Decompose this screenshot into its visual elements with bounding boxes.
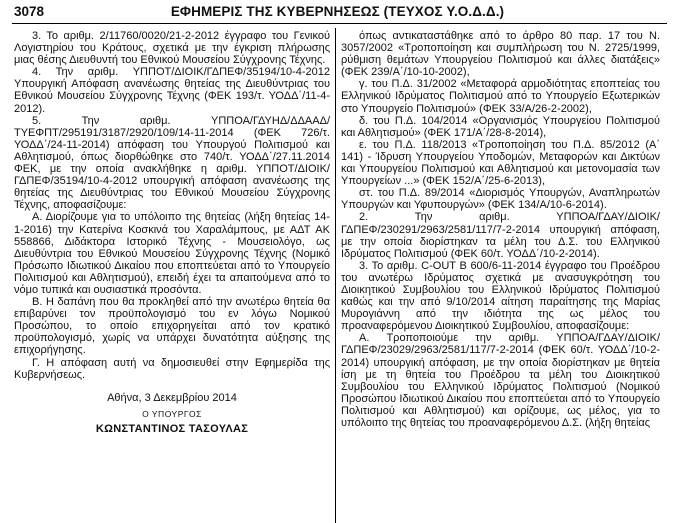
signature-name: ΚΩΝΣΤΑΝΤΙΝΟΣ ΤΑΣΟΥΛΑΣ	[95, 422, 249, 435]
reference-st: στ. του Π.Δ. 89/2014 «Διορισμός Υπουργών, Αναπληρωτών Υπουργών και Υφυπουργών» (ΦΕΚ 134/Α/10-6-2014).	[341, 187, 660, 212]
right-column	[341, 30, 660, 429]
signature-role: Ο ΥΠΟΥΡΓΟΣ	[142, 408, 202, 419]
continued-reference: όπως αντικαταστάθηκε από το άρθρο 80 παρ. 17 του Ν. 3057/2002 «Τροποποίηση και συμπλήρωση του Ν. 2725/1999, ρύθμιση θεμάτων Υπουργείου Πολιτισμού και άλλες διατάξεις» (ΦΕΚ 239/Α΄/10-10-2002),	[341, 30, 660, 79]
page-number: 3078	[14, 4, 45, 19]
left-column	[14, 30, 330, 435]
paragraph-2-board-decision: 2. Την αριθμ. ΥΠΠΟΑ/ΓΔΑΥ/ΔΙΟΙΚ/ΓΔΠΕΦ/230291/2963/2581/117/7-2-2014 υπουργική απόφαση, με την οποία διορίστηκαν τα μέλη του Δ.Σ. του Ελληνικού Ιδρύματος Πολιτισμού (ΦΕΚ 60/τ. ΥΟΔΔ΄/10-2-2014).	[341, 211, 660, 260]
reference-epsilon: ε. του Π.Δ. 118/2013 «Τροποποίηση του Π.Δ. 85/2012 (Α΄ 141) - Ίδρυση Υπουργείου Υποδομών, Μεταφορών και Δικτύων και Υπουργείου Πολιτισμού και Αθλητισμού και μετονομασία των Υπουργείων ...» (ΦΕΚ 152/Α΄/25-6-2013),	[341, 138, 660, 188]
column-divider	[335, 28, 336, 523]
signature-date: Αθήνα, 3 Δεκεμβρίου 2014	[107, 391, 237, 404]
decision-b-expense: Β. Η δαπάνη που θα προκληθεί από την ανωτέρω θητεία θα επιβαρύνει τον προϋπολογισμό του εν λόγω Νομικού Προσώπου, το οποίο επιχορηγείται από τον κρατικό προϋπολογισμό, χωρίς να υπάρχει δυνατότητα αύξησης της επιχορήγησης.	[14, 296, 330, 357]
page-header	[0, 0, 675, 22]
paragraph-4-renewal-decision: 4. Την αριθμ. ΥΠΠΟΤ/ΔΙΟΙΚ/ΓΔΠΕΦ/35194/10-4-2012 Υπουργική Απόφαση ανανέωσης θητείας της Διευθύντριας του Εθνικού Μουσείου Σύγχρονης Τέχνης (ΦΕΚ 193/τ. ΥΟΔΔ΄/11-4-2012).	[14, 66, 330, 115]
paragraph-3-resignation: 3. Το αριθμ. C-OUT B 600/6-11-2014 έγγραφο του Προέδρου του ανωτέρω Ιδρύματος σχετικά με ανασυγκρότηση του Διοικητικού Συμβουλίου του Ελληνικού Ιδρύματος Πολιτισμού καθώς και την από 9/10/2014 αίτηση παραίτησης της Μαρίας Μυρογιάννη από την ιδιότητα της ως μέλος του προαναφερόμενου Διοικητικού Συμβουλίου, αποφασίζουμε:	[341, 259, 660, 333]
decision-c-publication: Γ. Η απόφαση αυτή να δημοσιευθεί στην Εφημερίδα της Κυβερνήσεως.	[14, 356, 330, 381]
paragraph-3-accounting-office: 3. Το αριθμ. 2/11760/0020/21-2-2012 έγγραφο του Γενικού Λογιστηρίου του Κράτους, σχετικά με την έγκριση πλήρωσης μιας θέσης Διευθυντή του Εθνικού Μουσείου Σύγχρονης Τέχνης.	[14, 30, 330, 67]
decision-a-appointment: Α. Διορίζουμε για το υπόλοιπο της θητείας (λήξη θητείας 14-1-2016) την Κατερίνα Κοσκινά του Χαραλάμπους, με ΑΔΤ ΑΚ 558866, Διδάκτορα Ιστορικό Τέχνης - Μουσειολόγο, ως Διευθύντρια του Εθνικού Μουσείου Σύγχρονης Τέχνης (Νομικό Πρόσωπο Ιδιωτικού Δικαίου που εποπτεύεται από το Υπουργείο Πολιτισμού και Αθλητισμού), επειδή έχει τα απαιτούμενα από το νόμο τυπικά και ουσιαστικά προσόντα.	[14, 211, 330, 296]
header-rule	[12, 23, 667, 24]
reference-gamma: γ. του Π.Δ. 31/2002 «Μεταφορά αρμοδιότητας εποπτείας του Ελληνικού Ιδρύματος Πολιτισμού από το Υπουργείο Εξωτερικών στο Υπουργείο Πολιτισμού» (ΦΕΚ 33/Α/26-2-2002),	[341, 78, 660, 115]
journal-title: ΕΦΗΜΕΡΙΣ ΤΗΣ ΚΥΒΕΡΝΗΣΕΩΣ (ΤΕΥΧΟΣ Υ.Ο.Δ.Δ.)	[170, 4, 505, 19]
reference-delta: δ. του Π.Δ. 104/2014 «Οργανισμός Υπουργείου Πολιτισμού και Αθλητισμού» (ΦΕΚ 171/Α΄/28-8-2014),	[341, 114, 660, 139]
decision-a-amendment: Α. Τροποποιούμε την αριθμ. ΥΠΠΟΑ/ΓΔΑΥ/ΔΙΟΙΚ/ΓΔΠΕΦ/23029/2963/2581/117/7-2-2014 (ΦΕΚ 60/τ. ΥΟΔΔ΄/10-2-2014) υπουργική απόφαση, με την οποία διορίστηκαν με θητεία ίση με τη θητεία του Προέδρου τα μέλη του Διοικητικού Συμβουλίου του Ελληνικού Ιδρύματος Πολιτισμού (Νομικού Προσώπου Ιδιωτικού Δικαίου που εποπτεύεται από το Υπουργείο Πολιτισμού και Αθλητισμού) και ορίζουμε, ως μέλος, για το υπόλοιπο της θητείας του προαναφερόμενου Δ.Σ. (λήξη θητείας	[341, 332, 660, 429]
paragraph-5-revocation-decision: 5. Την αριθμ. ΥΠΠΟΑ/ΓΔΥΗΔ/ΔΔΑΑΔ/ΤΥΕΦΠΤ/295191/3187/2920/109/14-11-2014 (ΦΕΚ 726/τ. ΥΟΔΔ΄/24-11-2014) απόφαση του Υπουργού Πολιτισμού και Αθλητισμού, όπως διορθώθηκε στο 740/τ. ΥΟΔΔ΄/27.11.2014 ΦΕΚ, με την οποία ανακλήθηκε η αριθμ. ΥΠΠΟΤ/ΔΙΟΙΚ/ΓΔΠΕΦ/35194/10-4-2012 υπουργική απόφαση ανανέωσης της θητείας της Διευθύντριας του Εθνικού Μουσείου Σύγχρονης Τέχνης, αποφασίζουμε:	[14, 114, 330, 212]
